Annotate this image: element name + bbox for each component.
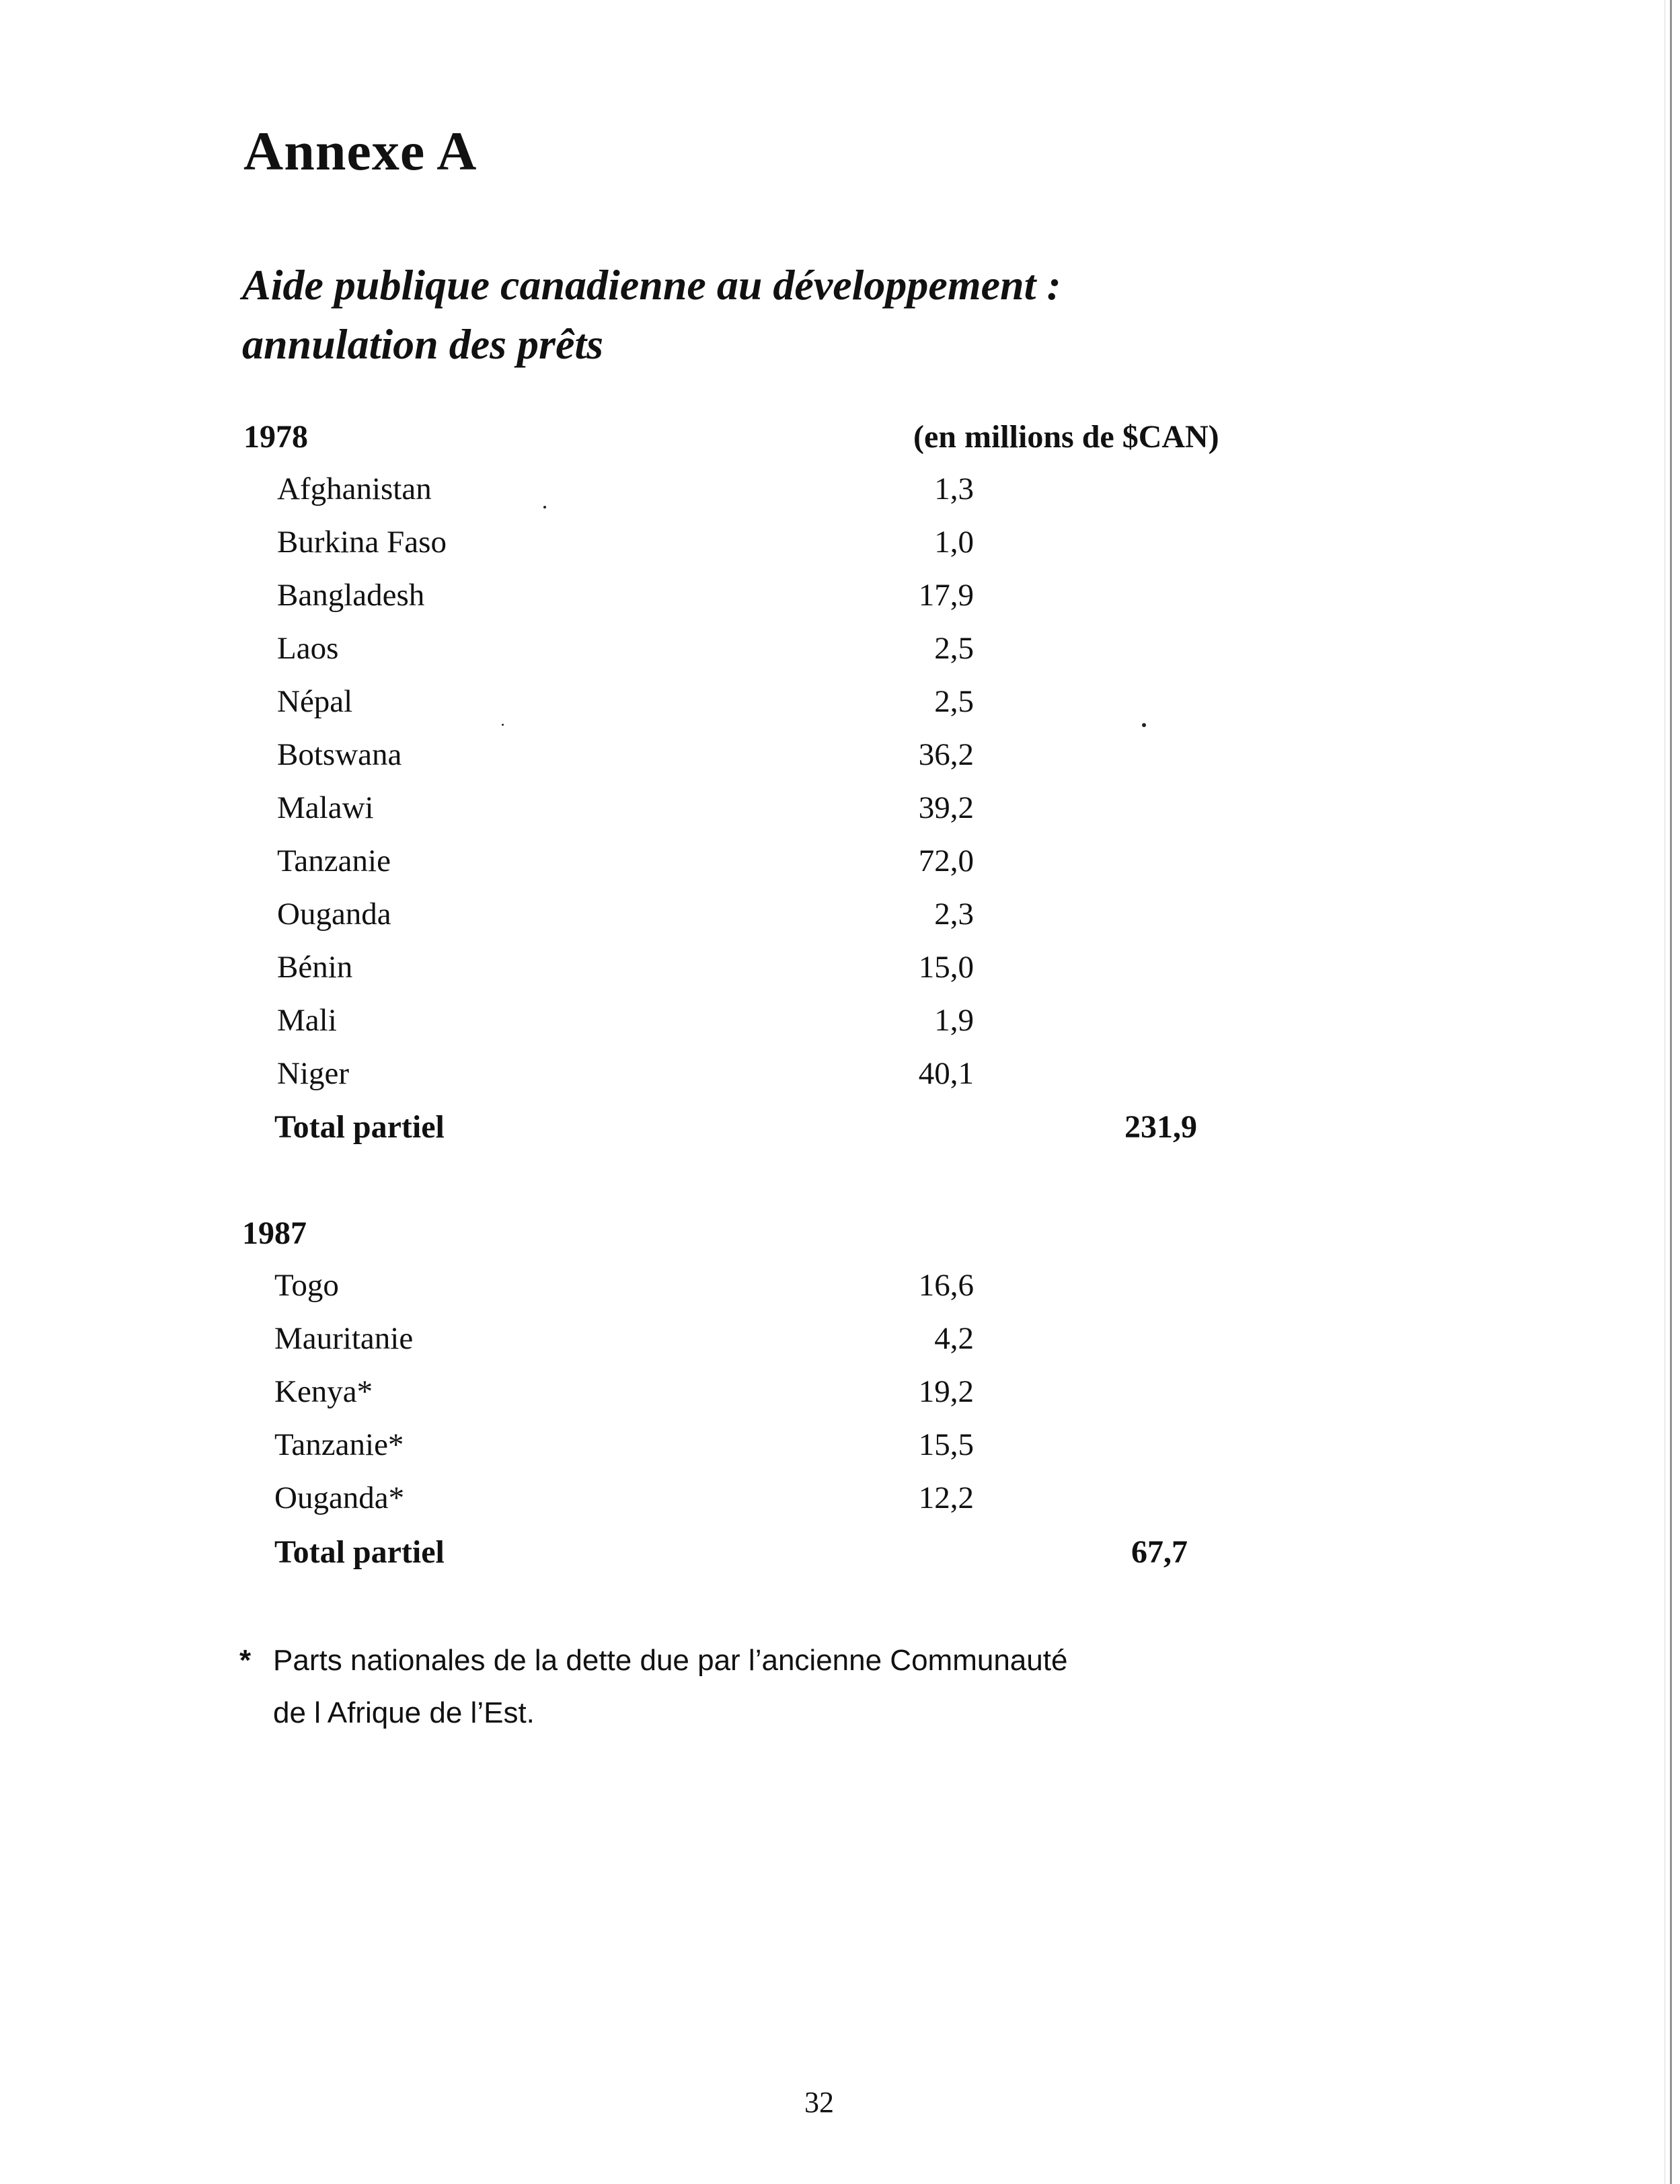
subtotal-label-1987: Total partiel <box>274 1534 445 1570</box>
country-name: Tanzanie <box>277 843 391 878</box>
country-name: Afghanistan <box>277 472 432 506</box>
country-name: Tanzanie* <box>274 1427 404 1462</box>
subtitle-line-2: annulation des prêts <box>242 320 604 368</box>
country-name: Laos <box>277 631 339 666</box>
country-name: Népal <box>277 684 353 719</box>
scan-speck <box>543 506 546 509</box>
table-row <box>0 843 1680 896</box>
footnote <box>239 1634 1067 1739</box>
country-name: Ouganda <box>277 897 391 932</box>
loan-value: 17,9 <box>918 578 974 613</box>
loan-value: 15,0 <box>918 950 974 985</box>
subtotal-value-1987: 67,7 <box>1131 1534 1188 1570</box>
table-row <box>0 949 1680 1002</box>
subtotal-label-1978: Total partiel <box>274 1109 445 1145</box>
subtitle-line-1: Aide publique canadienne au développement : <box>242 261 1061 309</box>
loan-value: 16,6 <box>918 1268 974 1303</box>
country-name: Ouganda* <box>274 1480 405 1515</box>
table-row <box>0 524 1680 577</box>
country-name: Bénin <box>277 950 353 985</box>
table-row <box>0 1320 1680 1373</box>
country-name: Togo <box>274 1268 339 1303</box>
section-year-1978: 1978 <box>243 419 308 455</box>
country-name: Mauritanie <box>274 1321 414 1356</box>
country-name: Mali <box>277 1003 337 1038</box>
loan-value: 36,2 <box>918 737 974 772</box>
country-name: Malawi <box>277 790 374 825</box>
loan-value: 4,2 <box>934 1321 974 1356</box>
loan-value: 2,5 <box>934 631 974 666</box>
footnote-text-1: Parts nationales de la dette due par l’ancienne Communauté <box>273 1644 1068 1677</box>
loan-value: 19,2 <box>918 1374 974 1409</box>
loan-value: 39,2 <box>918 790 974 825</box>
section-year-1987: 1987 <box>242 1215 307 1251</box>
page-number: 32 <box>804 2086 834 2119</box>
footnote-asterisk: * <box>239 1644 252 1677</box>
unit-header: (en millions de $CAN) <box>913 419 1219 455</box>
table-row <box>0 1055 1680 1108</box>
loan-value: 40,1 <box>918 1056 974 1091</box>
loan-value: 1,0 <box>934 525 974 560</box>
country-name: Burkina Faso <box>277 525 447 560</box>
annex-title: Annexe A <box>243 120 478 182</box>
table-row <box>0 737 1680 790</box>
table-row <box>0 1373 1680 1427</box>
country-name: Bangladesh <box>277 578 425 613</box>
table-row <box>0 577 1680 630</box>
country-name: Botswana <box>277 737 402 772</box>
loan-value: 1,9 <box>934 1003 974 1038</box>
country-name: Niger <box>277 1056 350 1091</box>
footnote-line-1 <box>239 1634 1067 1687</box>
country-name: Kenya* <box>274 1374 373 1409</box>
table-row <box>0 630 1680 683</box>
loan-value: 2,5 <box>934 684 974 719</box>
scan-speck <box>502 724 504 726</box>
table-row <box>0 1480 1680 1533</box>
loan-value: 15,5 <box>918 1427 974 1462</box>
scan-speck <box>1142 723 1146 727</box>
document-subtitle <box>242 256 1061 374</box>
table-row <box>0 471 1680 524</box>
table-row <box>0 790 1680 843</box>
table-row <box>0 683 1680 737</box>
table-row <box>0 1427 1680 1480</box>
footnote-line-2: de l Afrique de l’Est. <box>273 1696 535 1729</box>
table-row <box>0 1267 1680 1320</box>
loan-value: 72,0 <box>918 843 974 878</box>
loan-value: 1,3 <box>934 472 974 506</box>
loan-value: 12,2 <box>918 1480 974 1515</box>
table-row <box>0 896 1680 949</box>
loan-value: 2,3 <box>934 897 974 932</box>
subtotal-value-1978: 231,9 <box>1124 1109 1197 1145</box>
table-row <box>0 1002 1680 1055</box>
